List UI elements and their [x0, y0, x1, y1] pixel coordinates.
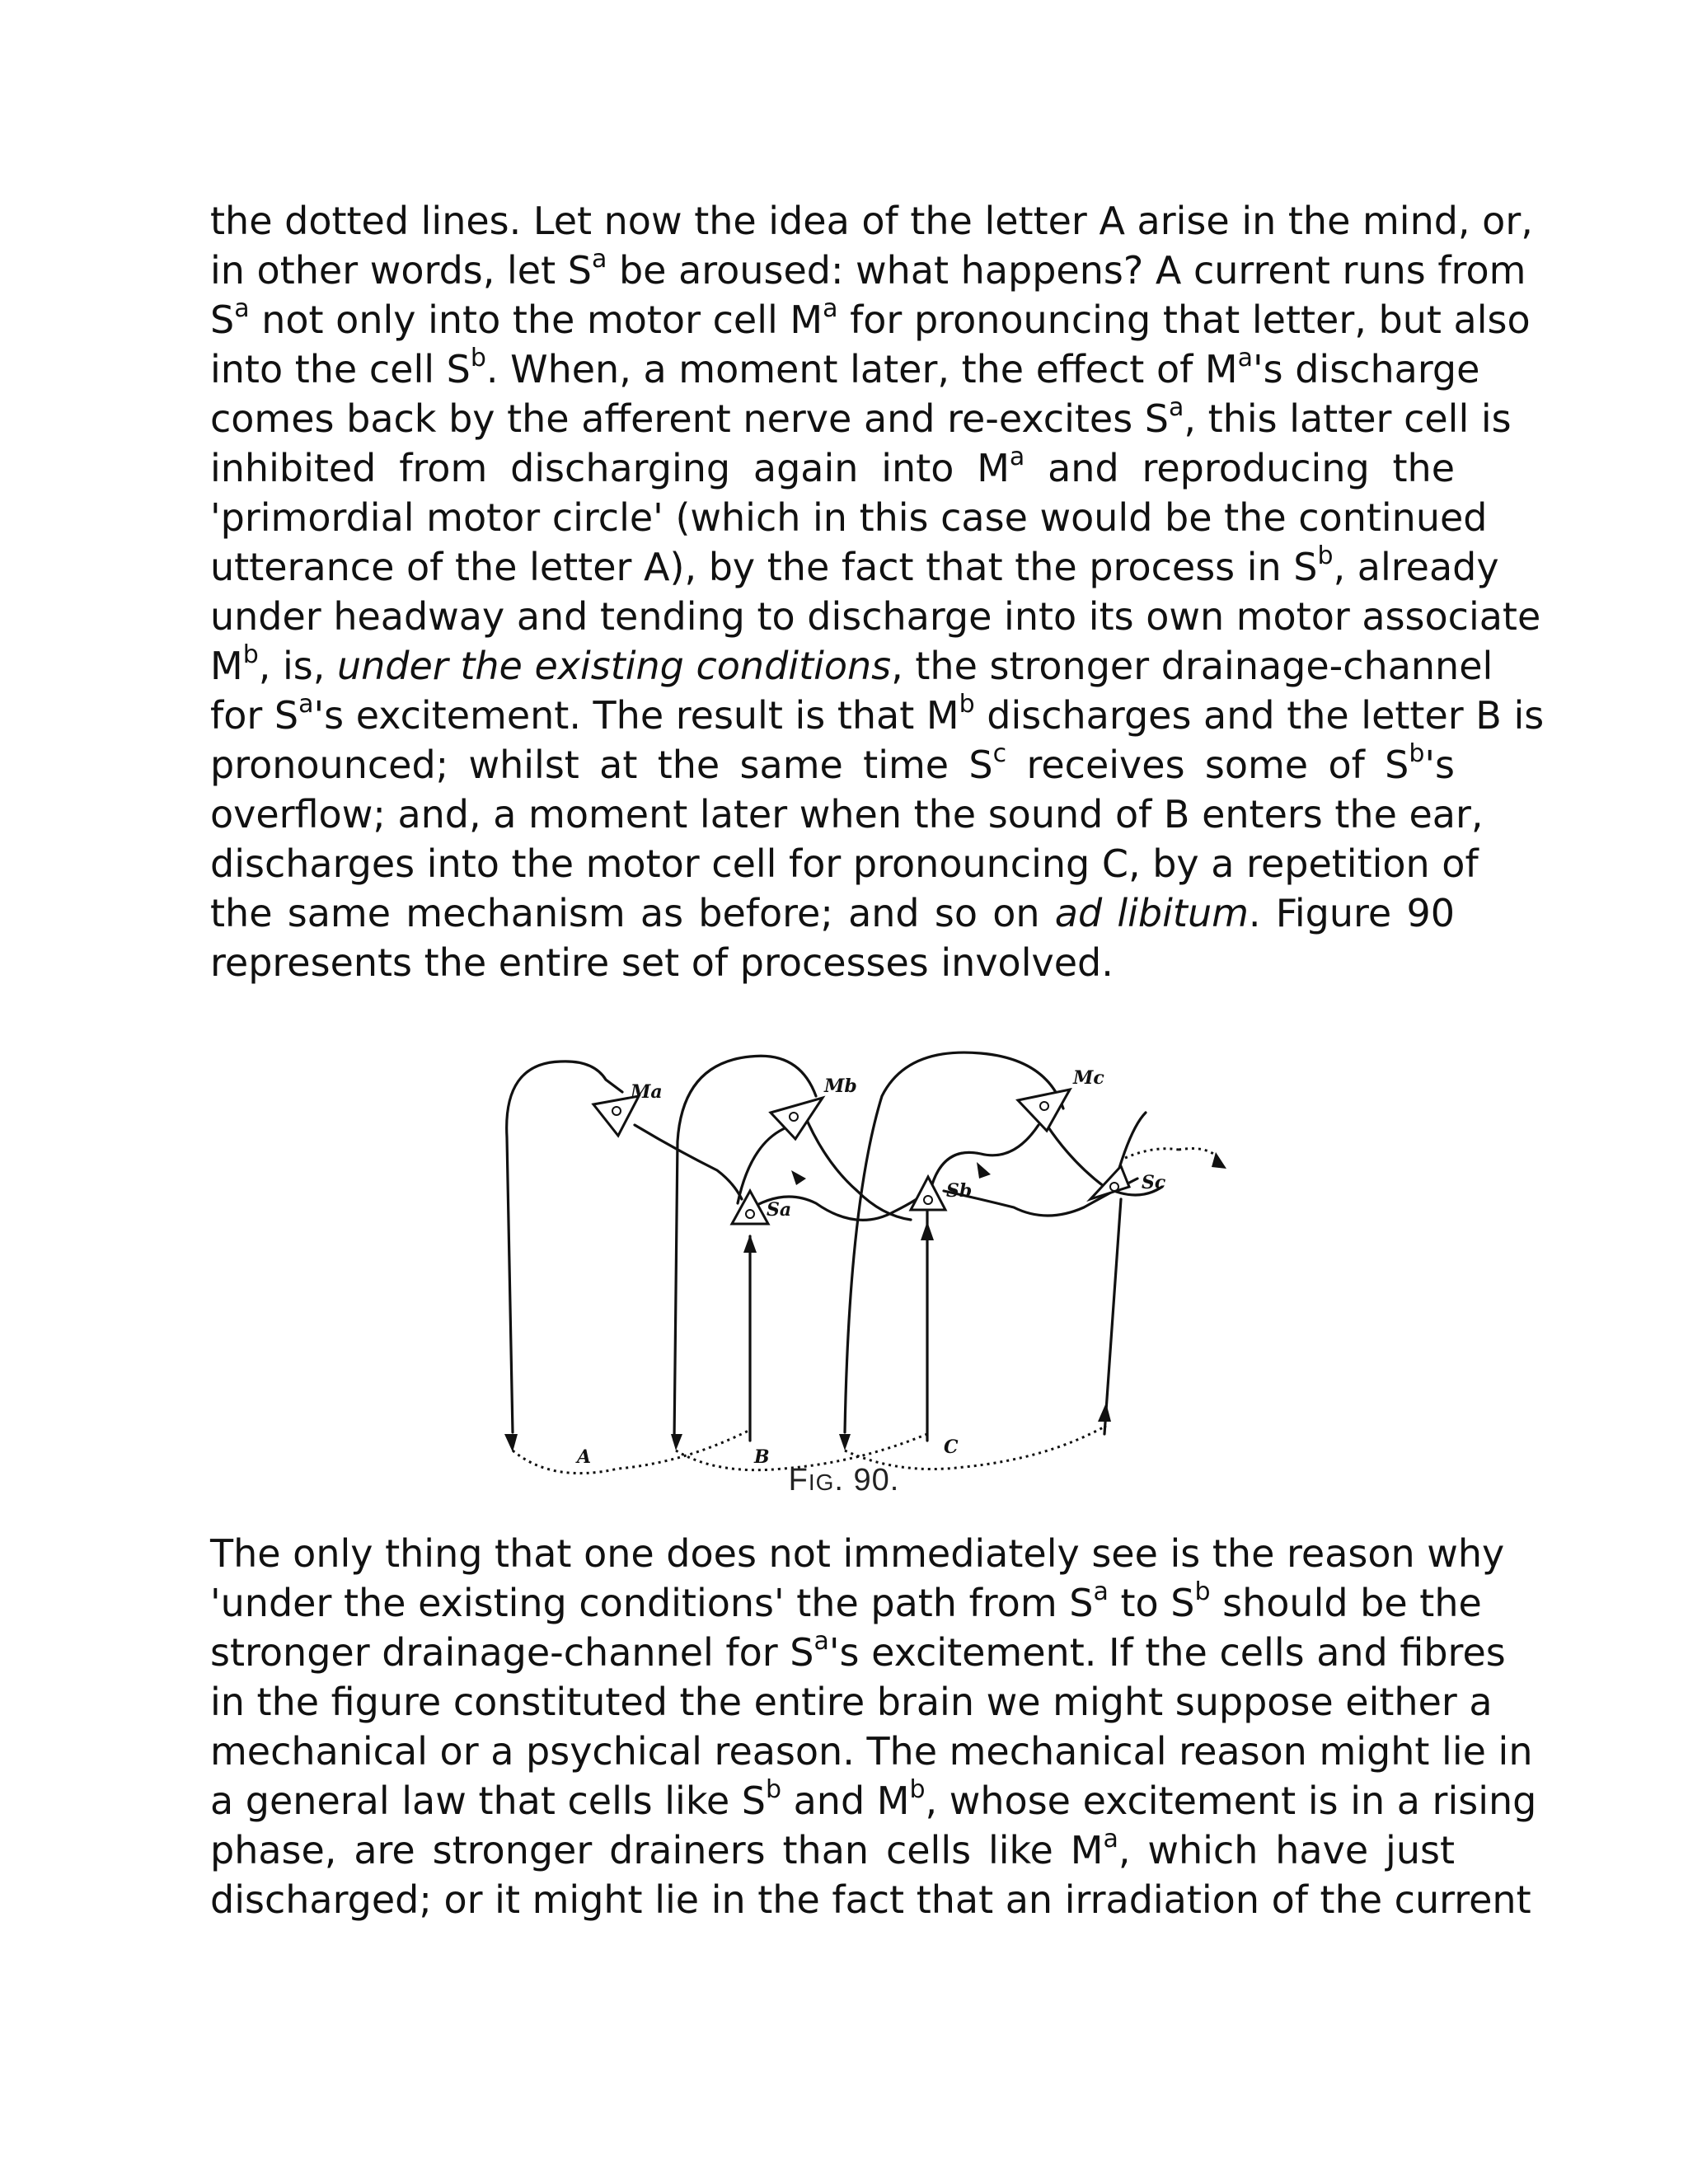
- superscript: a: [1093, 1577, 1109, 1606]
- label-c: C: [944, 1436, 959, 1458]
- superscript: a: [1169, 392, 1184, 422]
- path-sb-to-mc: [931, 1125, 1039, 1187]
- text-segment: The only thing that one does not immediately see is the reason why: [210, 1531, 1505, 1576]
- superscript: a: [591, 244, 607, 274]
- arrow-sc-up: [1098, 1403, 1111, 1422]
- arrow-a-down: [504, 1434, 518, 1452]
- text-segment: for pronouncing that letter, but also: [837, 298, 1531, 342]
- paragraph-bottom: [210, 1529, 1537, 1924]
- figure-caption: [0, 1463, 1688, 1498]
- text-segment: . When, a moment later, the effect of M: [485, 347, 1238, 391]
- text-segment: represents the entire set of processes involved.: [210, 940, 1114, 985]
- superscript: a: [823, 293, 838, 323]
- text-line: [210, 592, 1541, 641]
- superscript: a: [1009, 442, 1025, 471]
- text-line: [210, 196, 1533, 246]
- label-sb: Sb: [946, 1180, 973, 1202]
- text-line: [210, 1577, 1482, 1628]
- text-line: [210, 541, 1499, 592]
- text-segment: the same mechanism as before; and so on: [210, 891, 1055, 935]
- text-segment: be aroused: what happens? A current runs from: [607, 248, 1526, 293]
- text-line: [210, 1825, 1455, 1875]
- text-segment: discharged; or it might lie in the fact that an irradiation of the current: [210, 1877, 1531, 1922]
- text-line: [210, 343, 1480, 394]
- text-segment: 's excitement. The result is that M: [313, 693, 959, 738]
- text-segment: in other words, let S: [210, 248, 592, 293]
- label-sc: Sc: [1142, 1172, 1166, 1193]
- text-segment: , this latter cell is: [1184, 396, 1512, 441]
- emphasis: under the existing conditions: [336, 644, 892, 688]
- path-mb-down: [804, 1113, 911, 1220]
- text-line: [210, 790, 1484, 839]
- text-line: [210, 443, 1455, 493]
- text-line: [210, 244, 1526, 295]
- text-line: [210, 1774, 1537, 1825]
- label-mc: Mc: [1073, 1067, 1104, 1089]
- arrow-sb-up: [921, 1221, 934, 1240]
- text-segment: stronger drainage-channel for S: [210, 1630, 814, 1675]
- text-line: [210, 493, 1488, 542]
- text-segment: overflow; and, a moment later when the sound of B enters the ear,: [210, 792, 1484, 837]
- arrow-b-down: [671, 1434, 682, 1451]
- text-segment: , already: [1333, 545, 1499, 589]
- superscript: b: [1317, 541, 1334, 570]
- text-segment: to S: [1108, 1581, 1195, 1625]
- superscript: a: [1103, 1824, 1118, 1854]
- path-ma-to-sa: [635, 1125, 742, 1199]
- text-segment: utterance of the letter A), by the fact that the process in S: [210, 545, 1318, 589]
- text-segment: not only into the motor cell M: [249, 298, 823, 342]
- text-segment: should be the: [1210, 1581, 1482, 1625]
- text-line: [210, 689, 1545, 740]
- text-line: [210, 1626, 1506, 1677]
- text-line: [210, 293, 1531, 344]
- text-segment: , which have just: [1118, 1828, 1455, 1872]
- text-line: [210, 1529, 1505, 1578]
- text-line: [210, 1727, 1533, 1776]
- caption-first-letter: F: [788, 1463, 809, 1497]
- text-segment: discharges into the motor cell for pronouncing C, by a repetition of: [210, 841, 1479, 886]
- text-segment: into the cell S: [210, 347, 471, 391]
- text-line: [210, 640, 1493, 691]
- text-segment: . Figure 90: [1248, 891, 1455, 935]
- text-segment: pronounced; whilst at the same time S: [210, 743, 993, 787]
- text-segment: 's discharge: [1253, 347, 1480, 391]
- arrow-mid-1: [791, 1170, 806, 1185]
- text-segment: and M: [781, 1779, 910, 1823]
- superscript: a: [814, 1626, 829, 1656]
- text-segment: inhibited from discharging again into M: [210, 446, 1010, 490]
- text-segment: discharges and the letter B is: [974, 693, 1545, 738]
- afferent-sc: [1104, 1199, 1121, 1434]
- dotted-sc-outflow: [1125, 1149, 1179, 1158]
- text-segment: 's: [1424, 743, 1455, 787]
- text-segment: , the stronger drainage-channel: [891, 644, 1493, 688]
- text-segment: M: [210, 644, 243, 688]
- text-segment: the dotted lines. Let now the idea of the letter A arise in the mind, or,: [210, 199, 1533, 243]
- text-segment: 'primordial motor circle' (which in this case would be the continued: [210, 495, 1488, 540]
- text-segment: phase, are stronger drainers than cells like M: [210, 1828, 1104, 1872]
- superscript: b: [909, 1774, 926, 1804]
- text-line: [210, 392, 1512, 443]
- superscript: b: [1194, 1577, 1211, 1606]
- text-line: [210, 1677, 1493, 1727]
- emphasis: ad libitum: [1054, 891, 1249, 935]
- arrow-right: [1212, 1152, 1226, 1169]
- text-segment: a general law that cells like S: [210, 1779, 766, 1823]
- label-ma: Ma: [631, 1081, 663, 1103]
- superscript: a: [1237, 343, 1253, 373]
- label-mb: Mb: [824, 1076, 857, 1097]
- arrow-c-down: [839, 1434, 851, 1451]
- text-segment: , whose excitement is in a rising: [925, 1779, 1537, 1823]
- text-line: [210, 839, 1479, 888]
- superscript: a: [298, 689, 314, 719]
- text-segment: comes back by the afferent nerve and re-excites S: [210, 396, 1170, 441]
- superscript: b: [765, 1774, 781, 1804]
- text-segment: for S: [210, 693, 299, 738]
- text-line: [210, 938, 1455, 987]
- superscript: a: [234, 293, 250, 323]
- caption-number: . 90.: [834, 1463, 900, 1497]
- text-segment: 'under the existing conditions' the path from S: [210, 1581, 1094, 1625]
- superscript: b: [1409, 738, 1425, 768]
- label-a: A: [577, 1446, 592, 1468]
- text-line: [210, 740, 1455, 790]
- label-sa: Sa: [767, 1199, 792, 1221]
- paragraph-top: [210, 196, 1545, 987]
- caption-small-caps: IG: [808, 1469, 835, 1495]
- superscript: b: [242, 640, 259, 669]
- text-segment: in the figure constituted the entire brain we might suppose either a: [210, 1680, 1493, 1724]
- superscript: c: [992, 738, 1007, 768]
- text-segment: receives some of S: [1006, 743, 1409, 787]
- figure-90-diagram: [470, 1047, 1236, 1475]
- label-b: B: [754, 1446, 770, 1468]
- text-segment: 's excitement. If the cells and fibres: [828, 1630, 1506, 1675]
- superscript: b: [470, 343, 486, 373]
- text-segment: and reproducing the: [1025, 446, 1456, 490]
- text-segment: S: [210, 298, 235, 342]
- superscript: b: [959, 689, 975, 719]
- arrow-mid-2: [977, 1162, 991, 1179]
- text-line: [210, 1875, 1531, 1924]
- text-line: [210, 888, 1455, 938]
- dotted-arc-right: [1179, 1149, 1216, 1155]
- text-segment: under headway and tending to discharge into its own motor associate: [210, 594, 1541, 639]
- arrow-sa-up: [743, 1235, 757, 1253]
- text-segment: mechanical or a psychical reason. The mechanical reason might lie in: [210, 1729, 1533, 1774]
- text-segment: , is,: [258, 644, 337, 688]
